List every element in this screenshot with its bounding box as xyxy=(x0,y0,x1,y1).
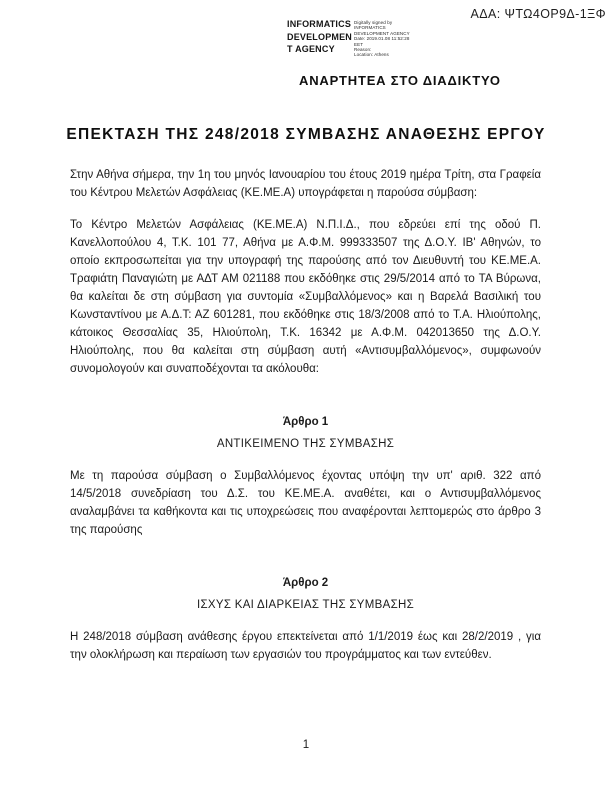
document-title: ΕΠΕΚΤΑΣΗ ΤΗΣ 248/2018 ΣΥΜΒΑΣΗΣ ΑΝΑΘΕΣΗΣ ΕΡΓΟΥ xyxy=(66,126,546,143)
stamp-detail-line: DEVELOPMENT AGENCY xyxy=(354,30,410,36)
stamp-detail-line: Location: Athens xyxy=(354,52,389,58)
article-2-heading: Άρθρο 2 xyxy=(282,577,329,589)
article-2 xyxy=(70,574,541,664)
article-1-heading: Άρθρο 1 xyxy=(282,416,329,428)
stamp-agency-name xyxy=(287,18,353,56)
stamp-agency-line: DEVELOPMEN xyxy=(287,31,353,42)
stamp-signature-details xyxy=(354,18,412,58)
stamp-detail-line: Date: 2019.01.08 11:52:28 xyxy=(354,36,410,42)
page-number: 1 xyxy=(302,739,310,751)
document-body xyxy=(70,166,541,678)
article-2-subheading: ΙΣΧΥΣ ΚΑΙ ΔΙΑΡΚΕΙΑΣ ΤΗΣ ΣΥΜΒΑΣΗΣ xyxy=(196,599,415,611)
stamp-agency-line: INFORMATICS xyxy=(287,19,352,29)
article-1-subheading: ΑΝΤΙΚΕΙΜΕΝΟ ΤΗΣ ΣΥΜΒΑΣΗΣ xyxy=(216,438,395,450)
article-2-body: Η 248/2018 σύμβαση ανάθεσης έργου επεκτείνεται από 1/1/2019 έως και 28/2/2019 , για την ολοκλήρωση και περαίωση των εργασιών του προγράμματος και των εντεύθεν. xyxy=(70,631,541,661)
ada-code: ΑΔΑ: ΨΤΩ4ΟΡ9Δ-1ΞΦ xyxy=(470,7,606,21)
stamp-detail-line: Digitally signed by xyxy=(354,20,393,25)
stamp-detail-line: INFORMATICS xyxy=(354,25,386,31)
article-1-body: Με τη παρούσα σύμβαση ο Συμβαλλόμενος έχοντας υπόψη την υπ' αριθ. 322 από 14/5/2018 συνεδρίαση του Δ.Σ. του ΚΕ.ΜΕ.Α. αναθέτει, και ο Αντισυμβαλλόμενος αναλαμβάνει τα καθήκοντα και τις υποχρεώσεις που αναφέρονται λεπτομερώς στο άρθρο 3 της παρούσης xyxy=(70,470,541,536)
digital-signature-stamp xyxy=(287,18,412,58)
stamp-agency-line: T AGENCY xyxy=(287,44,335,54)
article-1 xyxy=(70,413,541,539)
stamp-detail-line: Reason: xyxy=(354,47,372,53)
intro-paragraph: Στην Αθήνα σήμερα, την 1η του μηνός Ιανουαρίου του έτους 2019 ημέρα Τρίτη, στα Γραφεία του Κέντρου Μελετών Ασφάλειας (ΚΕ.ΜΕ.Α) υπογράφεται η παρούσα σύμβαση: xyxy=(70,169,541,199)
posted-online-notice: ΑΝΑΡΤΗΤΕΑ ΣΤΟ ΔΙΑΔΙΚΤΥΟ xyxy=(299,73,501,88)
parties-paragraph: Το Κέντρο Μελετών Ασφάλειας (ΚΕ.ΜΕ.Α) Ν.Π.Ι.Δ., που εδρεύει επί της οδού Π. Κανελλοπούλου 4, Τ.Κ. 101 77, Αθήνα με Α.Φ.Μ. 999333507 της Δ.Ο.Υ. ΙΒ' Αθηνών, το οποίο εκπροσωπείται για την υπογραφή της παρούσης από τον Διευθυντή του ΚΕ.ΜΕ.Α. Τραφιάτη Παναγιώτη με ΑΔΤ ΑΜ 021188 που εκδόθηκε στις 29/5/2014 από το ΤΑ Βύρωνα, θα καλείται δε στη σύμβαση για συντομία «Συμβαλλόμενος» και η Βαρελά Βασιλική του Κωνσταντίνου με Α.Δ.Τ: ΑΖ 601281, που εκδόθηκε στις 18/3/2008 από το Τ.Α. Ηλιούπολης, κάτοικος Θεσσαλίας 35, Ηλιούπολη, Τ.Κ. 16342 με Α.Φ.Μ. 042013650 της Δ.Ο.Υ. Ηλιούπολης, που θα καλείται στη σύμβαση αυτή «Αντισυμβαλλόμενος», συμφωνούν συνομολογούν και συναποδέχονται τα ακόλουθα: xyxy=(70,219,541,375)
stamp-detail-line: EET xyxy=(354,41,364,47)
